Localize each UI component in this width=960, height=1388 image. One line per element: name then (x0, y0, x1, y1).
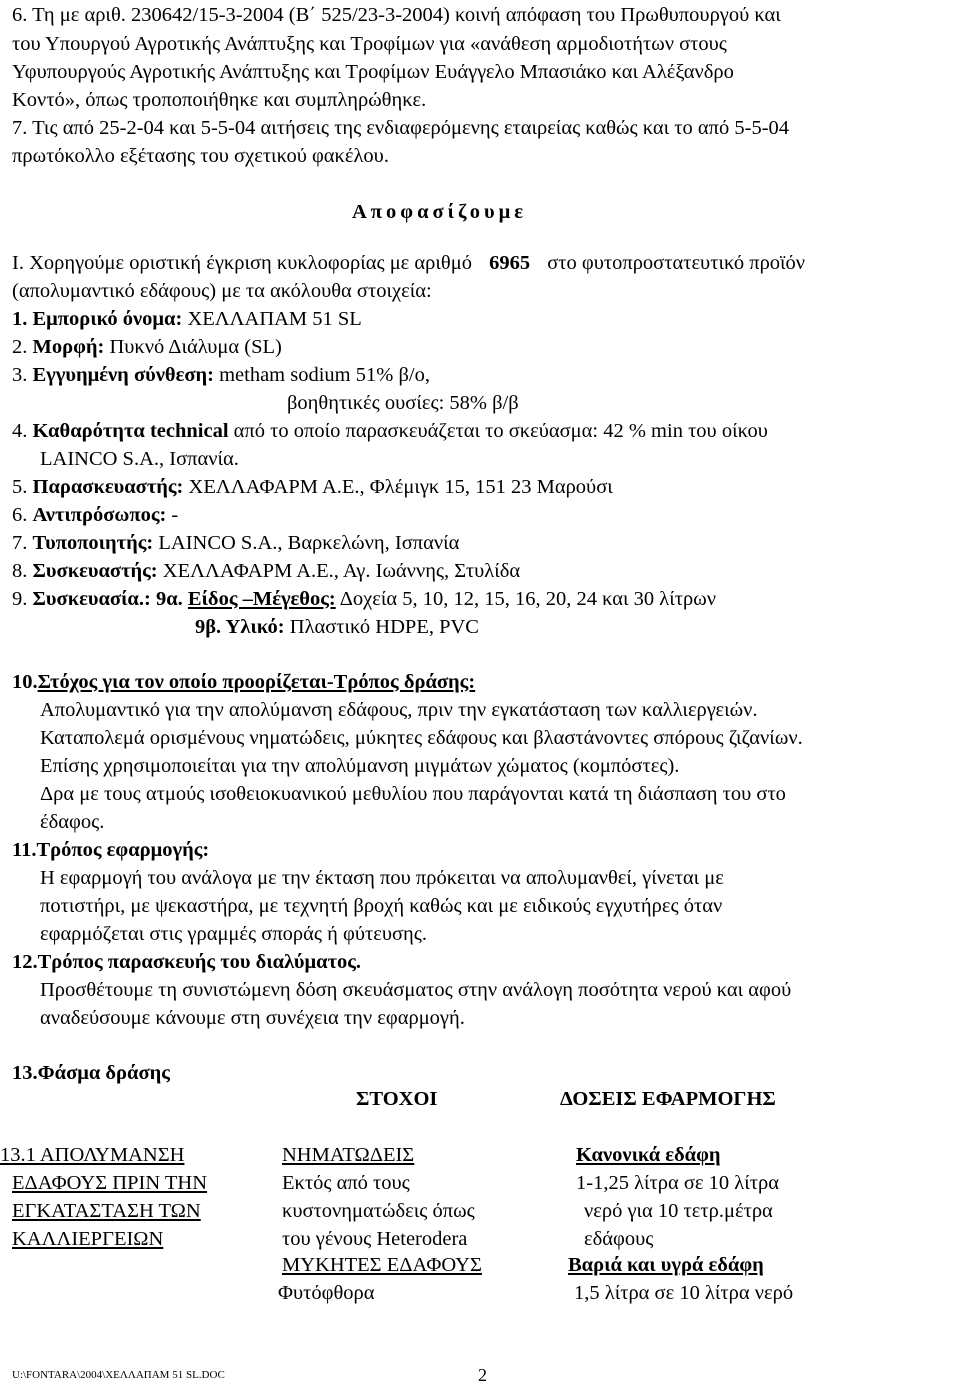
approval-number: 6965 (489, 252, 531, 274)
field-8-label: Συσκευαστής: (32, 560, 158, 582)
section10-heading (12, 669, 475, 695)
section10-num: 10. (12, 671, 38, 693)
section10-line3: Επίσης χρησιμοποιείται για την απολύμανση μιγμάτων χώματος (κομπόστες). (40, 755, 680, 777)
field-3-value: metham sodium 51% β/ο, (219, 364, 430, 386)
page-number: 2 (478, 1365, 487, 1385)
section12-heading: 12.Τρόπος παρασκευής του διαλύματος. (12, 951, 362, 973)
field-2-value: Πυκνό Διάλυμα (SL) (109, 336, 282, 358)
field-7-label: Τυποποιητής: (32, 532, 154, 554)
field-4 (12, 418, 960, 444)
field-3-label: Εγγυημένη σύνθεση: (32, 364, 214, 386)
field-9a-label: 9α. (155, 588, 183, 610)
field-6-num: 6. (12, 504, 28, 526)
item6-line3: Υφυπουργούς Αγροτικής Ανάπτυξης και Τροφίμων Ευάγγελο Μπασιάκο και Αλέξανδρο (12, 61, 734, 83)
section11-line2: ποτιστήρι, με ψεκαστήρα, με τεχνητή βροχή καθώς και με ειδικούς εγχυτήρες όταν (40, 895, 723, 917)
section10-line4: Δρα με τους ατμούς ισοθειοκυανικού μεθυλίου που παράγονται κατά τη διάσπαση του στο (40, 783, 786, 805)
field-3 (12, 362, 430, 388)
section13-heading: 13.Φάσμα δράσης (12, 1062, 170, 1084)
row-label-line2: ΕΔΑΦΟΥΣ ΠΡΙΝ ΤΗΝ (12, 1172, 208, 1194)
section11-heading: 11.Τρόπος εφαρμογής: (12, 839, 210, 861)
field-9-num: 9. (12, 588, 28, 610)
item6-line2: του Υπουργού Αγροτικής Ανάπτυξης και Τροφίμων για «ανάθεση αρμοδιοτήτων στους (12, 33, 727, 55)
approval-line1 (12, 250, 805, 276)
field-9-label: Συσκευασία.: (32, 588, 151, 610)
field-7-num: 7. (12, 532, 28, 554)
field-3-value2: βοηθητικές ουσίες: 58% β/β (287, 392, 519, 414)
col-doses-header: ΔΟΣΕΙΣ ΕΦΑΡΜΟΓΗΣ (560, 1088, 776, 1110)
item6-line1: 6. Τη με αριθ. 230642/15-3-2004 (Β΄ 525/23-3-2004) κοινή απόφαση του Πρωθυπουργού και (12, 4, 781, 26)
row-label-line3: ΕΓΚΑΤΑΣΤΑΣΗ ΤΩΝ (12, 1200, 201, 1222)
dose1-line2: νερό για 10 τετρ.μέτρα (584, 1200, 773, 1222)
field-9a-value: Δοχεία 5, 10, 12, 15, 16, 20, 24 και 30 λίτρων (339, 588, 716, 610)
section11-line1: Η εφαρμογή του ανάλογα με την έκταση που πρόκειται να απολυμανθεί, γίνεται με (40, 867, 724, 889)
footer-path: U:\FONTARA\2004\ΧΕΛΛΑΠΑΜ 51 SL.DOC (12, 1369, 225, 1381)
field-9b (195, 614, 479, 640)
section10-line5: έδαφος. (40, 811, 105, 833)
field-9b-label: 9β. Υλικό: (195, 616, 285, 638)
col-targets-header: ΣΤΟΧΟΙ (356, 1088, 438, 1110)
target2-head: ΜΥΚΗΤΕΣ ΕΔΑΦΟΥΣ (282, 1254, 482, 1276)
field-9 (12, 586, 716, 612)
field-1-label: 1. Εμπορικό όνομα: (12, 308, 183, 330)
section12-line1: Προσθέτουμε τη συνιστώμενη δόση σκευάσματος στην ανάλογη ποσότητα νερού και αφού (40, 979, 792, 1001)
field-2-num: 2. (12, 336, 28, 358)
approval-post: στο φυτοπροστατευτικό προϊόν (547, 252, 806, 274)
section10-line2: Καταπολεμά ορισμένους νηματώδεις, μύκητες εδάφους και βλαστάνοντες σπόρους ζιζανίων. (40, 727, 803, 749)
field-7-value: LAINCO S.A., Βαρκελώνη, Ισπανία (158, 532, 460, 554)
field-7 (12, 530, 459, 556)
row-label-line4: ΚΑΛΛΙΕΡΓΕΙΩΝ (12, 1228, 164, 1250)
approval-pre: Ι. Χορηγούμε οριστική έγκριση κυκλοφορίας με αριθμό (12, 252, 472, 274)
item7-line1: 7. Τις από 25-2-04 και 5-5-04 αιτήσεις της ενδιαφερόμενης εταιρείας καθώς και το από 5-5-04 (12, 117, 790, 139)
approval-line2: (απολυμαντικό εδάφους) με τα ακόλουθα στοιχεία: (12, 280, 432, 302)
field-6-value: - (171, 504, 179, 526)
field-6-label: Αντιπρόσωπος: (32, 504, 167, 526)
field-1 (12, 306, 362, 332)
field-4-label: Καθαρότητα technical (32, 420, 229, 442)
field-5 (12, 474, 613, 500)
dose2-line1: 1,5 λίτρα σε 10 λίτρα νερό (574, 1282, 794, 1304)
target1-line2: κυστονηματώδεις όπως (282, 1200, 475, 1222)
target2-line1: Φυτόφθορα (278, 1282, 375, 1304)
item7-line2: πρωτόκολλο εξέτασης του σχετικού φακέλου. (12, 145, 389, 167)
dose1-head: Κανονικά εδάφη (576, 1144, 721, 1166)
field-2-label: Μορφή: (32, 336, 105, 358)
field-4-value2: LAINCO S.A., Ισπανία. (40, 448, 239, 470)
target1-head: ΝΗΜΑΤΩΔΕΙΣ (282, 1144, 415, 1166)
dose1-line1: 1-1,25 λίτρα σε 10 λίτρα (576, 1172, 779, 1194)
target1-line3: του γένους Heterodera (282, 1228, 468, 1250)
field-1-value: ΧΕΛΛΑΠΑΜ 51 SL (187, 308, 362, 330)
decision-heading: Αποφασίζουμε (352, 201, 528, 223)
field-9b-value: Πλαστικό HDPE, PVC (289, 616, 479, 638)
dose2-head: Βαριά και υγρά εδάφη (568, 1254, 764, 1276)
dose1-line3: εδάφους (584, 1228, 654, 1250)
field-2 (12, 334, 282, 360)
section10-line1: Απολυμαντικό για την απολύμανση εδάφους, πριν την εγκατάσταση των καλλιεργειών. (40, 699, 758, 721)
item6-line4: Κοντό», όπως τροποποιήθηκε και συμπληρώθηκε. (12, 89, 427, 111)
row-label-line1: 13.1 ΑΠΟΛΥΜΑΝΣΗ (0, 1144, 185, 1166)
section12-line2: αναδεύσουμε κάνουμε στη συνέχεια την εφαρμογή. (40, 1007, 465, 1029)
field-5-num: 5. (12, 476, 28, 498)
field-9a-sub: Είδος –Μέγεθος: (187, 588, 336, 610)
field-8 (12, 558, 520, 584)
field-3-num: 3. (12, 364, 28, 386)
section10-title: Στόχος για τον οποίο προορίζεται-Τρόπος δράσης: (37, 671, 476, 693)
section11-line3: εφαρμόζεται στις γραμμές σποράς ή φύτευσης. (40, 923, 427, 945)
field-4-value: από το οποίο παρασκευάζεται το σκεύασμα: 42 % min του οίκου (233, 420, 768, 442)
field-4-num: 4. (12, 420, 28, 442)
field-6 (12, 502, 178, 528)
field-8-value: ΧΕΛΛΑΦΑΡΜ Α.Ε., Αγ. Ιωάννης, Στυλίδα (162, 560, 521, 582)
field-8-num: 8. (12, 560, 28, 582)
target1-line1: Εκτός από τους (282, 1172, 410, 1194)
field-5-value: ΧΕΛΛΑΦΑΡΜ Α.Ε., Φλέμιγκ 15, 151 23 Μαρούσι (188, 476, 613, 498)
field-5-label: Παρασκευαστής: (32, 476, 184, 498)
